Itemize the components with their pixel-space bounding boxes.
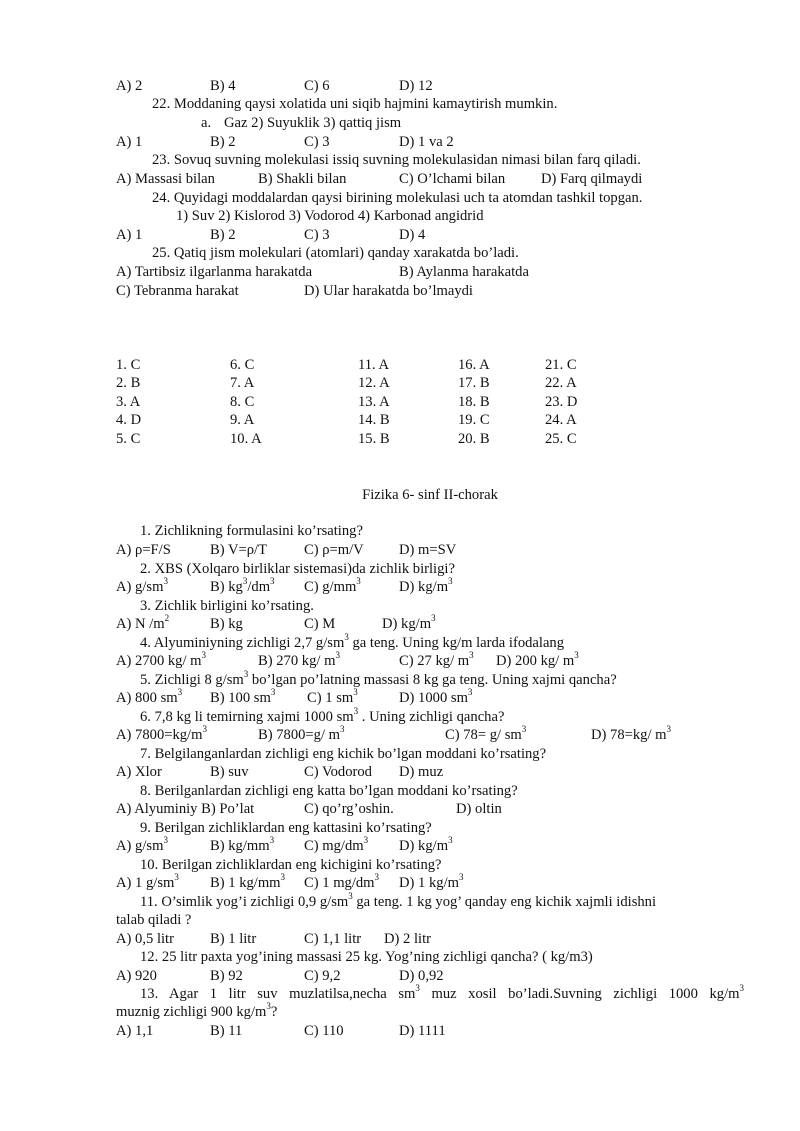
s2-q10-option-a: A) 1 $g/sm^3$ — [116, 872, 179, 891]
q22-option-d: D) 1 va 2 — [399, 134, 454, 150]
s2-q4-question: 4. Alyuminiyning zichligi 2,7 $g/sm^3$ ga teng. Uning kg/m larda ifodalang — [140, 632, 565, 651]
s2-q13-question-cont: muznig zichligi 900 $kg/m^3$? — [116, 1001, 278, 1020]
answer-key-cell: 3. A — [116, 394, 141, 410]
s2-q11-option-b: B) 1 litr — [210, 931, 257, 947]
q21-option-b: B) 4 — [210, 78, 236, 94]
q23-option-d: D) Farq qilmaydi — [541, 171, 643, 187]
q25-option-b: B) Aylanma harakatda — [399, 264, 529, 280]
q22-option-b: B) 2 — [210, 134, 236, 150]
q24-option-b: B) 2 — [210, 227, 236, 243]
q21-option-d: D) 12 — [399, 78, 433, 94]
q23-question: 23. Sovuq suvning molekulasi issiq suvning molekulasidan nimasi bilan farq qiladi. — [152, 152, 641, 168]
s2-q10-option-c: C) 1 $mg/dm^3$ — [304, 872, 380, 891]
q23-option-a: A) Massasi bilan — [116, 171, 215, 187]
answer-key-cell: 10. A — [230, 431, 262, 447]
q24-question: 24. Quyidagi moddalardan qaysi birining molekulasi uch ta atomdan tashkil topgan. — [152, 190, 643, 206]
answer-key-cell: 4. D — [116, 412, 142, 428]
answer-key-cell: 8. C — [230, 394, 255, 410]
q22-option-c: C) 3 — [304, 134, 330, 150]
s2-q1-question: 1. Zichlikning formulasini ko’rsating? — [140, 523, 363, 539]
answer-key-cell: 12. A — [358, 375, 390, 391]
answer-key-cell: 2. B — [116, 375, 141, 391]
s2-q4-option-b: B) 270 kg/ $m^3$ — [258, 650, 340, 669]
s2-q10-option-b: B) 1 $kg/mm^3$ — [210, 872, 286, 891]
s2-q7-option-a: A) Xlor — [116, 764, 162, 780]
s2-q10-question: 10. Berilgan zichliklardan eng kichigini ko’rsating? — [140, 857, 442, 873]
q22-option-a: A) 1 — [116, 134, 143, 150]
s2-q5-question: 5. Zichligi 8 $g/sm^3$ bo’lgan po’latning massasi 8 kg ga teng. Uning xajmi qancha? — [140, 669, 617, 688]
q23-option-b: B) Shakli bilan — [258, 171, 347, 187]
s2-q3-option-d: D) $kg/m^3$ — [382, 613, 436, 632]
q22-sub-text: Gaz 2) Suyuklik 3) qattiq jism — [224, 115, 402, 131]
q25-question: 25. Qatiq jism molekulari (atomlari) qanday xarakatda bo’ladi. — [152, 245, 519, 261]
s2-q5-option-d: D) 1000 $sm^3$ — [399, 687, 473, 706]
s2-q13-option-c: C) 110 — [304, 1023, 344, 1039]
q22-sub-marker: a. — [201, 115, 212, 131]
s2-q10-option-d: D) 1 $kg/m^3$ — [399, 872, 464, 891]
s2-q11-question: 11. O’simlik yog’i zichligi 0,9 $g/sm^3$ ga teng. 1 kg yog’ qanday eng kichik xajmli idishni — [140, 891, 657, 910]
s2-q5-option-b: B) 100 $sm^3$ — [210, 687, 276, 706]
s2-q8-option-c: C) qo’rg’oshin. — [304, 801, 394, 817]
section-title: Fizika 6- sinf II-chorak — [362, 487, 498, 503]
q21-option-a: A) 2 — [116, 78, 143, 94]
s2-q1-option-b: B) V=ρ/T — [210, 542, 267, 558]
s2-q8-option-ab: A) Alyuminiy B) Po’lat — [116, 801, 255, 817]
s2-q12-option-b: B) 92 — [210, 968, 243, 984]
answer-key-cell: 18. B — [458, 394, 490, 410]
s2-q13-option-d: D) 1111 — [399, 1023, 446, 1039]
q24-option-d: D) 4 — [399, 227, 426, 243]
s2-q5-option-a: A) 800 $sm^3$ — [116, 687, 183, 706]
answer-key-cell: 22. A — [545, 375, 577, 391]
q23-option-c: C) O’lchami bilan — [399, 171, 506, 187]
s2-q2-option-a: A) $g/sm^3$ — [116, 576, 168, 595]
s2-q12-question: 12. 25 litr paxta yog’ining massasi 25 kg. Yog’ning zichligi qancha? ( kg/m3) — [140, 949, 593, 965]
s2-q9-option-d: D) $kg/m^3$ — [399, 835, 453, 854]
answer-key-cell: 19. C — [458, 412, 490, 428]
s2-q6-question: 6. 7,8 kg li temirning xajmi 1000 $sm^3$ . Uning zichligi qancha? — [140, 706, 505, 725]
s2-q5-option-c: C) 1 $sm^3$ — [307, 687, 358, 706]
s2-q4-option-d: D) 200 kg/ $m^3$ — [496, 650, 579, 669]
s2-q2-question: 2. XBS (Xolqaro birliklar sistemasi)da zichlik birligi? — [140, 561, 455, 577]
s2-q7-option-b: B) suv — [210, 764, 249, 780]
s2-q11-option-c: C) 1,1 litr — [304, 931, 362, 947]
answer-key-cell: 15. B — [358, 431, 390, 447]
s2-q6-option-a: A) $7800=kg/m^3$ — [116, 724, 207, 743]
s2-q13-option-b: B) 11 — [210, 1023, 243, 1039]
s2-q9-question: 9. Berilgan zichliklardan eng kattasini ko’rsating? — [140, 820, 432, 836]
answer-key-cell: 25. C — [545, 431, 577, 447]
s2-q7-option-d: D) muz — [399, 764, 444, 780]
s2-q8-option-d: D) oltin — [456, 801, 502, 817]
s2-q6-option-d: D) 78=kg/ $m^3$ — [591, 724, 672, 743]
s2-q6-option-b: B) 7800=g/ $m^3$ — [258, 724, 345, 743]
q24-option-c: C) 3 — [304, 227, 330, 243]
answer-key-cell: 17. B — [458, 375, 490, 391]
answer-key-cell: 7. A — [230, 375, 255, 391]
answer-key-cell: 13. A — [358, 394, 390, 410]
s2-q13-question: 13. Agar 1 litr suv muzlatilsa,necha $sm^3$ muz xosil bo’ladi.Suvning zichligi 1000 $kg/m^3$ — [140, 983, 744, 1002]
s2-q11-question-cont: talab qiladi ? — [116, 912, 192, 928]
s2-q3-option-c: C) M — [304, 616, 336, 632]
q22-question: 22. Moddaning qaysi xolatida uni siqib hajmini kamaytirish mumkin. — [152, 96, 558, 112]
s2-q7-question: 7. Belgilanganlardan zichligi eng kichik bo’lgan moddani ko’rsating? — [140, 746, 547, 762]
s2-q11-option-d: D) 2 litr — [384, 931, 432, 947]
answer-key-cell: 6. C — [230, 357, 255, 373]
s2-q4-option-a: A) 2700 kg/ $m^3$ — [116, 650, 207, 669]
answer-key-cell: 16. A — [458, 357, 490, 373]
answer-key-cell: 5. C — [116, 431, 141, 447]
s2-q1-option-d: D) m=SV — [399, 542, 457, 558]
s2-q12-option-c: C) 9,2 — [304, 968, 341, 984]
s2-q1-option-a: A) ρ=F/S — [116, 542, 171, 558]
s2-q6-option-c: C) 78= g/ $sm^3$ — [445, 724, 527, 743]
q24-option-a: A) 1 — [116, 227, 143, 243]
answer-key-cell: 24. A — [545, 412, 577, 428]
s2-q3-option-b: B) kg — [210, 616, 243, 632]
s2-q8-question: 8. Berilganlardan zichligi eng katta bo’lgan moddani ko’rsating? — [140, 783, 518, 799]
s2-q2-option-b: B) $kg^3/dm^3$ — [210, 576, 275, 595]
answer-key-cell: 14. B — [358, 412, 390, 428]
answer-key-cell: 1. C — [116, 357, 141, 373]
answer-key-cell: 20. B — [458, 431, 490, 447]
s2-q7-option-c: C) Vodorod — [304, 764, 372, 780]
s2-q3-question: 3. Zichlik birligini ko’rsating. — [140, 598, 314, 614]
q25-option-c: C) Tebranma harakat — [116, 283, 239, 299]
s2-q2-option-c: C) $g/mm^3$ — [304, 576, 361, 595]
q21-option-c: C) 6 — [304, 78, 330, 94]
answer-key-cell: 9. A — [230, 412, 255, 428]
s2-q1-option-c: C) ρ=m/V — [304, 542, 364, 558]
s2-q13-option-a: A) 1,1 — [116, 1023, 154, 1039]
s2-q3-option-a: A) N $/m^2$ — [116, 613, 170, 632]
answer-key-cell: 21. C — [545, 357, 577, 373]
q24-sub-text: 1) Suv 2) Kislorod 3) Vodorod 4) Karbonad angidrid — [176, 208, 484, 224]
s2-q12-option-d: D) 0,92 — [399, 968, 444, 984]
s2-q2-option-d: D) $kg/m^3$ — [399, 576, 453, 595]
answer-key-cell: 11. A — [358, 357, 390, 373]
q25-option-d: D) Ular harakatda bo’lmaydi — [304, 283, 473, 299]
s2-q4-option-c: C) 27 kg/ $m^3$ — [399, 650, 474, 669]
q25-option-a: A) Tartibsiz ilgarlanma harakatda — [116, 264, 313, 280]
s2-q9-option-c: C) $mg/dm^3$ — [304, 835, 369, 854]
s2-q12-option-a: A) 920 — [116, 968, 157, 984]
s2-q11-option-a: A) 0,5 litr — [116, 931, 174, 947]
answer-key-cell: 23. D — [545, 394, 578, 410]
s2-q9-option-b: B) $kg/mm^3$ — [210, 835, 275, 854]
s2-q9-option-a: A) $g/sm^3$ — [116, 835, 168, 854]
